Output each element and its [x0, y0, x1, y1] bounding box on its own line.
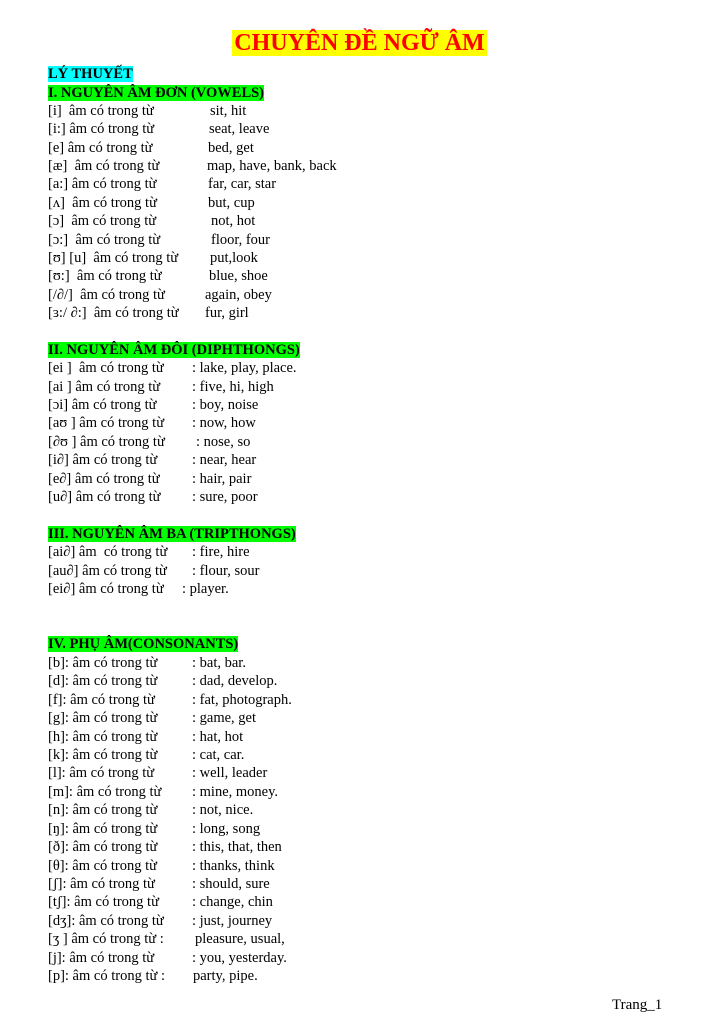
phoneme-label: [ʌ] âm có trong từ — [48, 195, 157, 211]
phoneme-label: [i∂] âm có trong từ — [48, 452, 158, 468]
example-words: : this, that, then — [192, 839, 282, 855]
phoneme-label: [æ] âm có trong từ — [48, 158, 160, 174]
subheading — [48, 65, 133, 83]
example-words: : mine, money. — [192, 784, 279, 800]
phoneme-label: [h]: âm có trong từ — [48, 729, 158, 745]
example-words: : cat, car. — [192, 747, 245, 763]
example-words: fur, girl — [205, 305, 249, 321]
example-words: bed, get — [208, 140, 254, 156]
phoneme-label: [ai∂] âm có trong từ — [48, 544, 168, 560]
phoneme-label: [ɔi] âm có trong từ — [48, 397, 157, 413]
example-words: far, car, star — [208, 176, 277, 192]
phoneme-label: [ei∂] âm có trong từ — [48, 581, 164, 597]
section-heading-text: II. NGUYÊN ÂM ĐÔI (DIPHTHONGS) — [48, 342, 300, 358]
example-words: : hair, pair — [192, 471, 252, 487]
phoneme-label: [i:] âm có trong từ — [48, 121, 155, 137]
example-words: : fat, photograph. — [192, 692, 292, 708]
example-words: : lake, play, place. — [192, 360, 297, 376]
phoneme-label: [∂ʊ ] âm có trong từ — [48, 434, 165, 450]
example-words: : just, journey — [192, 913, 273, 929]
example-words: not, hot — [211, 213, 256, 229]
example-words: : should, sure — [192, 876, 270, 892]
phoneme-label: [θ]: âm có trong từ — [48, 858, 158, 874]
example-words: : dad, develop. — [192, 673, 278, 689]
phoneme-label: [e∂] âm có trong từ — [48, 471, 160, 487]
phoneme-label: [ŋ]: âm có trong từ — [48, 821, 158, 837]
example-words: : hat, hot — [192, 729, 244, 745]
example-words: : you, yesterday. — [192, 950, 287, 966]
example-words: : bat, bar. — [192, 655, 246, 671]
phoneme-label: [k]: âm có trong từ — [48, 747, 158, 763]
phoneme-label: [d]: âm có trong từ — [48, 673, 158, 689]
example-words: : sure, poor — [192, 489, 258, 505]
page-number: Trang_1 — [612, 997, 663, 1013]
example-words: : nose, so — [196, 434, 251, 450]
example-words: : long, song — [192, 821, 261, 837]
section-heading-text: I. NGUYÊN ÂM ĐƠN (VOWELS) — [48, 85, 265, 101]
example-words: : game, get — [192, 710, 257, 726]
example-words: : change, chin — [192, 894, 273, 910]
phoneme-label: [i] âm có trong từ — [48, 103, 154, 119]
phoneme-label: [ʃ]: âm có trong từ — [48, 876, 155, 892]
phoneme-label: [/∂/] âm có trong từ — [48, 287, 165, 303]
phoneme-label: [f]: âm có trong từ — [48, 692, 155, 708]
example-words: : near, hear — [192, 452, 257, 468]
phoneme-label: [ʒ ] âm có trong từ : — [48, 931, 164, 947]
page-title-text: CHUYÊN ĐỀ NGỮ ÂM — [234, 30, 485, 56]
phoneme-label: [g]: âm có trong từ — [48, 710, 158, 726]
page-title — [0, 30, 719, 57]
example-words: : now, how — [192, 415, 256, 431]
example-words: : not, nice. — [192, 802, 254, 818]
example-words: : five, hi, high — [192, 379, 274, 395]
phoneme-label: [aʊ ] âm có trong từ — [48, 415, 165, 431]
phoneme-label: [ɔ:] âm có trong từ — [48, 232, 161, 248]
phoneme-label: [j]: âm có trong từ — [48, 950, 155, 966]
example-words: : thanks, think — [192, 858, 275, 874]
example-words: floor, four — [211, 232, 271, 248]
example-words: blue, shoe — [209, 268, 268, 284]
phoneme-label: [p]: âm có trong từ : — [48, 968, 165, 984]
phoneme-label: [n]: âm có trong từ — [48, 802, 158, 818]
phoneme-label: [m]: âm có trong từ — [48, 784, 162, 800]
phoneme-label: [b]: âm có trong từ — [48, 655, 158, 671]
phoneme-label: [ʊ] [u] âm có trong từ — [48, 250, 179, 266]
phoneme-label: [ei ] âm có trong từ — [48, 360, 164, 376]
phoneme-label: [ɔ] âm có trong từ — [48, 213, 157, 229]
example-words: map, have, bank, back — [207, 158, 337, 174]
example-words: put,look — [210, 250, 258, 266]
example-words: party, pipe. — [193, 968, 258, 984]
section-heading — [48, 635, 238, 653]
example-words: pleasure, usual, — [195, 931, 285, 947]
example-words: but, cup — [208, 195, 255, 211]
phoneme-label: [e] âm có trong từ — [48, 140, 153, 156]
section-heading — [48, 341, 300, 359]
example-words: : flour, sour — [192, 563, 260, 579]
phoneme-label: [ai ] âm có trong từ — [48, 379, 161, 395]
example-words: : boy, noise — [192, 397, 259, 413]
section-heading — [48, 84, 264, 102]
example-words: : well, leader — [192, 765, 268, 781]
phoneme-label: [ʊ:] âm có trong từ — [48, 268, 162, 284]
phoneme-label: [ɜ:/ ∂:] âm có trong từ — [48, 305, 179, 321]
phoneme-label: [dʒ]: âm có trong từ — [48, 913, 164, 929]
phoneme-label: [au∂] âm có trong từ — [48, 563, 167, 579]
example-words: seat, leave — [209, 121, 270, 137]
phoneme-label: [a:] âm có trong từ — [48, 176, 157, 192]
section-heading — [48, 525, 296, 543]
phoneme-label: [tʃ]: âm có trong từ — [48, 894, 159, 910]
phoneme-label: [u∂] âm có trong từ — [48, 489, 161, 505]
section-heading-text: IV. PHỤ ÂM(CONSONANTS) — [48, 636, 239, 652]
subheading-text: LÝ THUYẾT — [48, 66, 133, 82]
example-words: : fire, hire — [192, 544, 250, 560]
example-words: : player. — [182, 581, 229, 597]
example-words: again, obey — [205, 287, 272, 303]
example-words: sit, hit — [210, 103, 247, 119]
section-heading-text: III. NGUYÊN ÂM BA (TRIPTHONGS) — [48, 526, 296, 542]
phoneme-label: [l]: âm có trong từ — [48, 765, 155, 781]
phoneme-label: [ð]: âm có trong từ — [48, 839, 158, 855]
